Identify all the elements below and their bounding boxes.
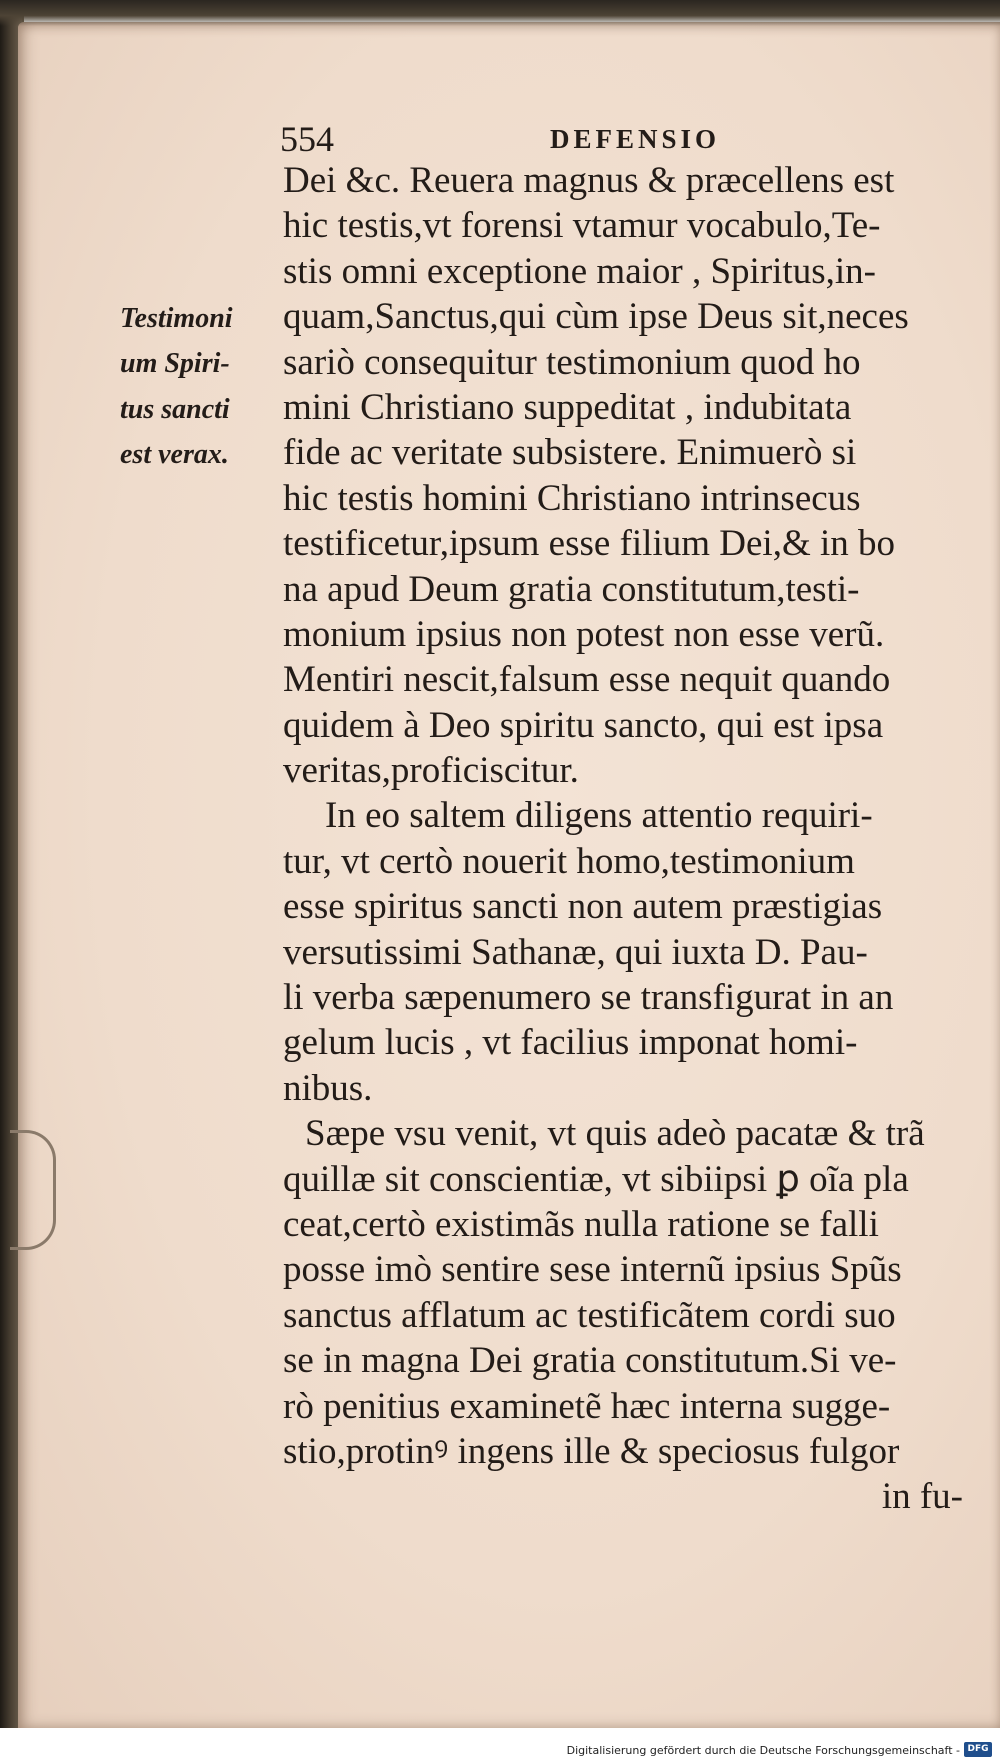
margin-note-line: Testimoni [120,303,233,334]
running-head: DEFENSIO [550,124,721,154]
text-line: In eo saltem diligens attentio requiri- [325,795,873,837]
text-line: na apud Deum gratia constitutum,testi- [283,568,860,610]
text-line: stio,protinꝰ ingens ille & speciosus fulgor [283,1430,900,1472]
digitization-credit: Digitalisierung gefördert durch die Deutsche Forschungsgemeinschaft - [566,1744,960,1757]
text-line: nibus. [283,1067,373,1109]
text-line: posse imò sentire sese internũ ipsius Spũs [283,1249,902,1291]
text-line: stis omni exceptione maior , Spiritus,in- [283,250,876,292]
text-line: gelum lucis , vt facilius imponat homi- [283,1022,858,1064]
text-line: quidem à Deo spiritu sancto, qui est ipsa [283,704,884,746]
text-line: mini Christiano suppeditat , indubitata [283,386,852,428]
text-line: hic testis,vt forensi vtamur vocabulo,Te- [283,205,881,247]
text-line: ceat,certò existimãs nulla ratione se falli [283,1203,879,1245]
text-line: sanctus afflatum ac testificãtem cordi suo [283,1294,896,1336]
text-line: rò penitius examinetẽ hæc interna sugge- [283,1385,891,1427]
text-line: Mentiri nescit,falsum esse nequit quando [283,659,891,701]
margin-note-line: est verax. [120,439,229,471]
text-line: tur, vt certò nouerit homo,testimonium [283,840,855,882]
catchword: in fu- [881,1476,963,1518]
margin-note-line: tus sancti [120,393,230,425]
text-line: monium ipsius non potest non esse verũ. [283,613,885,655]
text-line: esse spiritus sancti non autem præstigias [283,886,883,928]
page-clip-mark [10,1130,56,1250]
text-line: Sæpe vsu venit, vt quis adeò pacatæ & trã [305,1113,925,1155]
body-text [283,158,983,1520]
dfg-logo: DFG [964,1742,992,1757]
text-line: se in magna Dei gratia constitutum.Si ve- [283,1340,897,1382]
text-line: hic testis homini Christiano intrinsecus [283,477,861,519]
text-line: fide ac veritate subsistere. Enimuerò si [283,432,857,474]
text-line: quillæ sit conscientiæ, vt sibiipsi ꝑ oĩa pla [283,1158,909,1200]
margin-note-line: um Spiri- [120,348,230,380]
page-top-shadow [0,0,1000,26]
text-line: testificetur,ipsum esse filium Dei,& in bo [283,523,895,565]
page-number: 554 [280,119,334,159]
text-line: sariò consequitur testimonium quod ho [283,341,861,383]
text-line: Dei &c. Reuera magnus & præcellens est [283,160,895,201]
text-line: versutissimi Sathanæ, qui iuxta D. Pau- [283,931,868,973]
text-line: quam,Sanctus,qui cùm ipse Deus sit,neces [283,296,909,338]
margin-note [120,296,270,478]
text-line: li verba sæpenumero se transfigurat in an [283,977,894,1019]
text-line: veritas,proficiscitur. [283,750,579,792]
